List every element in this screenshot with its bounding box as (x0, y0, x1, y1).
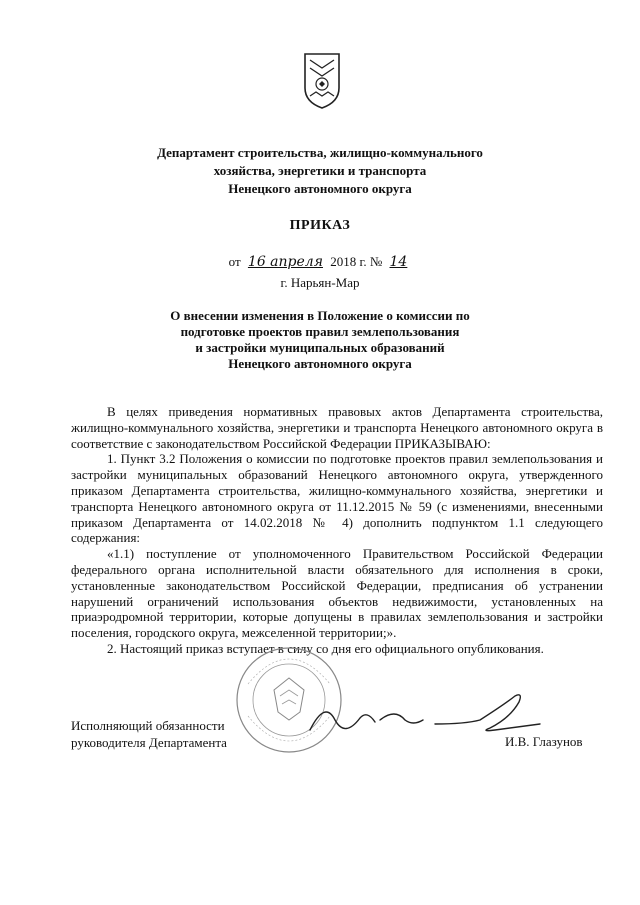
city-line: г. Нарьян-Мар (280, 275, 360, 290)
subject-line-3: и застройки муниципальных образований (195, 340, 445, 355)
subject-line-4: Ненецкого автономного округа (228, 356, 412, 371)
body-text (71, 404, 603, 657)
subject-line-1: О внесении изменения в Положение о комиссии по (170, 308, 470, 323)
signatory-position (71, 717, 227, 751)
paragraph-quote: «1.1) поступление от уполномоченного Правительством Российской Федерации федерального органа исполнительной власти обязательного для исполнения в сроки, установленные законодательством Российской Федерации, предписания об устранении нарушений ограничений использования объектов недвижимости, установленных на приаэродромной территории, которые допущены в правилах землепользования и застройки поселения, городского округа, межселенной территории;». (71, 546, 603, 641)
coat-of-arms-emblem (302, 50, 342, 110)
subject-line-2: подготовке проектов правил землепользования (180, 324, 460, 339)
dept-line-3: Ненецкого автономного округа (228, 181, 412, 196)
document-type-title: ПРИКАЗ (289, 218, 351, 233)
paragraph-item-2: 2. Настоящий приказ вступает в силу со дня его официального опубликования. (107, 640, 544, 656)
date-prefix: от (228, 254, 241, 269)
position-line-2: руководителя Департамента (71, 735, 227, 750)
dept-line-1: Департамент строительства, жилищно-коммунального (157, 145, 483, 160)
position-line-1: Исполняющий обязанности (71, 718, 225, 733)
handwritten-number: 14 (389, 254, 408, 270)
handwritten-date: 16 апреля (247, 254, 323, 270)
date-year: 2018 г. № (330, 254, 383, 269)
paragraph-item-1: 1. Пункт 3.2 Положения о комиссии по подготовке проектов правил землепользования и застройки муниципальных образований Ненецкого автономного округа, утвержденного приказом Департамента строительства, жилищно-коммунального хозяйства, энергетики и транспорта Ненецкого автономного округа от 11.12.2015 № 59 (с изменениями, внесенными приказом Департамента от 14.02.2018 № 4) дополнить подпунктом 1.1 следующего содержания: (71, 451, 603, 546)
subject-heading (0, 308, 640, 372)
department-header (0, 144, 640, 198)
paragraph-preamble: В целях приведения нормативных правовых актов Департамента строительства, жилищно-коммунального хозяйства, энергетики и транспорта Ненецкого автономного округа в соответствие с законодательством Российской Федерации ПРИКАЗЫВАЮ: (71, 404, 603, 451)
dept-line-2: хозяйства, энергетики и транспорта (213, 163, 427, 178)
signatory-name: И.В. Глазунов (505, 734, 583, 749)
date-line (0, 254, 640, 270)
